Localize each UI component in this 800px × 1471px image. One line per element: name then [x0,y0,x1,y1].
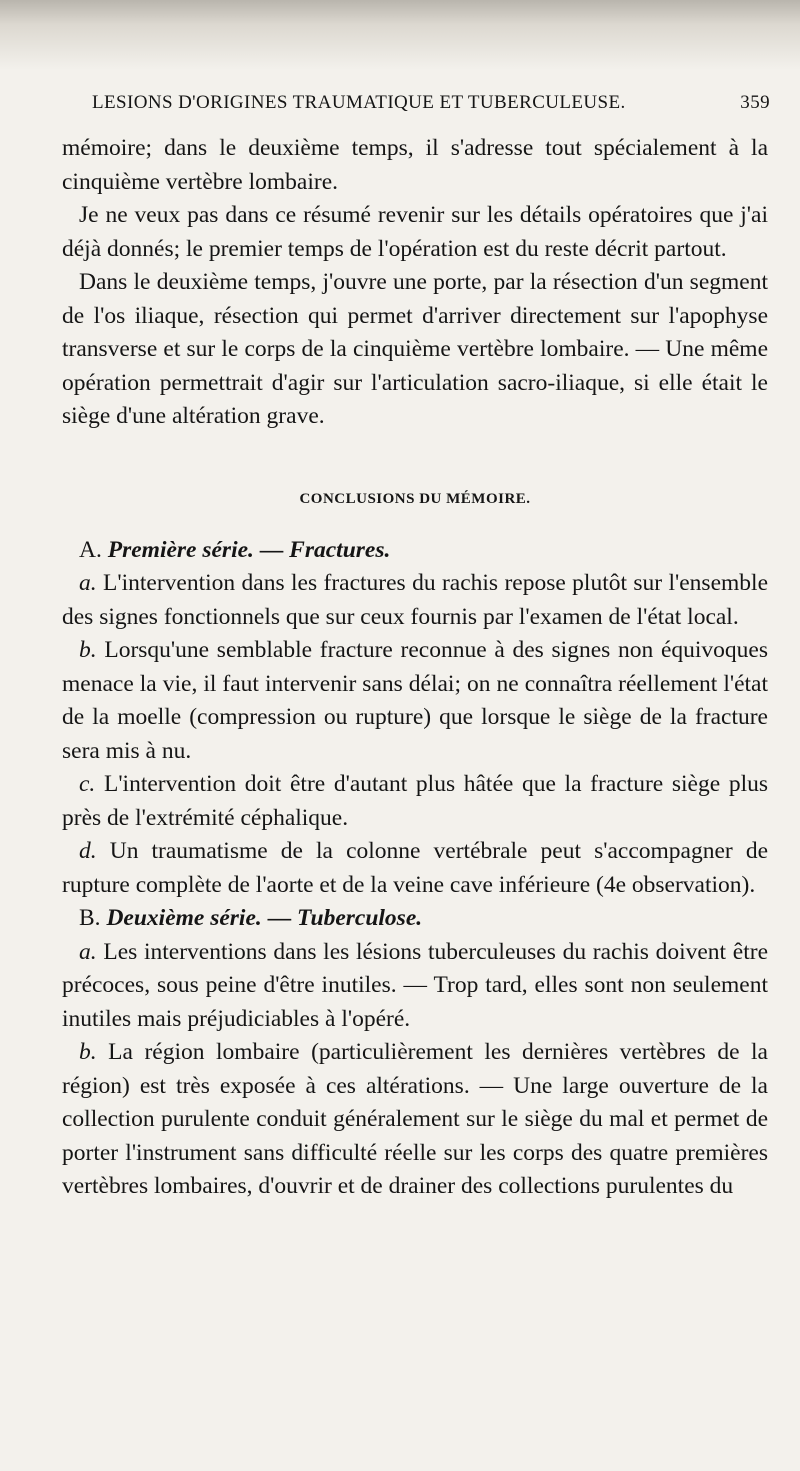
item-text: Les interventions dans les lésions tuberculeuses du rachis doivent être précoces, sous peine d'être inutiles. — Trop tard, elles sont non seulement inutiles mais préjudiciables à l'opéré. [62,938,768,1032]
series-dash: — [253,536,290,563]
list-item [62,1036,768,1204]
paragraph: Je ne veux pas dans ce résumé revenir sur les détails opératoires que j'ai déjà donnés; le premier temps de l'opération est du reste décrit partout. [62,202,768,262]
running-header [92,92,770,114]
item-text: L'intervention dans les fractures du rachis repose plutôt sur l'ensemble des signes fonctionnels que sur ceux fournis par l'examen de l'état local. [62,570,768,630]
paragraph: mémoire; dans le deuxième temps, il s'adresse tout spécialement à la cinquième vertèbre lombaire. [62,135,768,195]
list-item [62,835,768,902]
item-text: La région lombaire (particulièrement les dernières vertèbres de la région) est très exposée à ces altérations. — Une large ouverture de la collection purulente conduit généralement sur le siège du mal et permet de porter l'instrument sans difficulté réelle sur les corps des quatre premières vertèbres lombaires, d'ouvrir et de drainer des collections purulentes du [62,1039,768,1199]
item-text: L'intervention doit être d'autant plus hâtée que la fracture siège plus près de l'extrémité céphalique. [62,771,768,831]
item-text: Lorsqu'une semblable fracture reconnue à des signes non équivoques menace la vie, il faut intervenir sans délai; on ne connaîtra réellement l'état de la moelle (compression ou rupture) que lorsque le siège de la fracture sera mis à nu. [62,637,768,764]
list-item [62,768,768,835]
series-dash: — [261,905,298,931]
paragraph: Dans le deuxième temps, j'ouvre une porte, par la résection d'un segment de l'os iliaque, résection qui permet d'arriver directement sur l'apophyse transverse et sur le corps de la cinquième vertèbre lombaire. — Une même opération permettrait d'agir sur l'articulation sacro-iliaque, si elle était le siège d'une altération grave. [62,269,768,429]
item-marker: b. [79,1039,97,1065]
page-number: 359 [740,92,770,113]
series-label: Deuxième série. [106,905,262,931]
series-topic: Tuberculose. [297,905,423,931]
item-marker: c. [79,771,96,797]
series-letter: A. [79,536,102,563]
item-marker: b. [79,637,97,663]
section-title: CONCLUSIONS DU MÉMOIRE. [299,490,531,507]
list-item [62,567,768,634]
item-text: Un traumatisme de la colonne vertébrale peut s'accompagner de rupture complète de l'aorte et de la veine cave inférieure (4e observation). [62,838,769,898]
series-topic: Fractures. [289,536,391,563]
series-heading-a [62,534,768,568]
running-title: LESIONS D'ORIGINES TRAUMATIQUE ET TUBERCULEUSE. [92,92,626,113]
list-item [62,634,768,768]
series-heading-b [62,902,768,936]
page-body [62,132,768,1204]
item-marker: a. [79,570,97,596]
scan-shadow [0,0,800,70]
item-marker: a. [79,938,97,965]
item-marker: d. [79,838,97,864]
series-letter: B. [79,905,101,931]
series-label: Première série. [107,536,254,563]
list-item [62,936,768,1037]
